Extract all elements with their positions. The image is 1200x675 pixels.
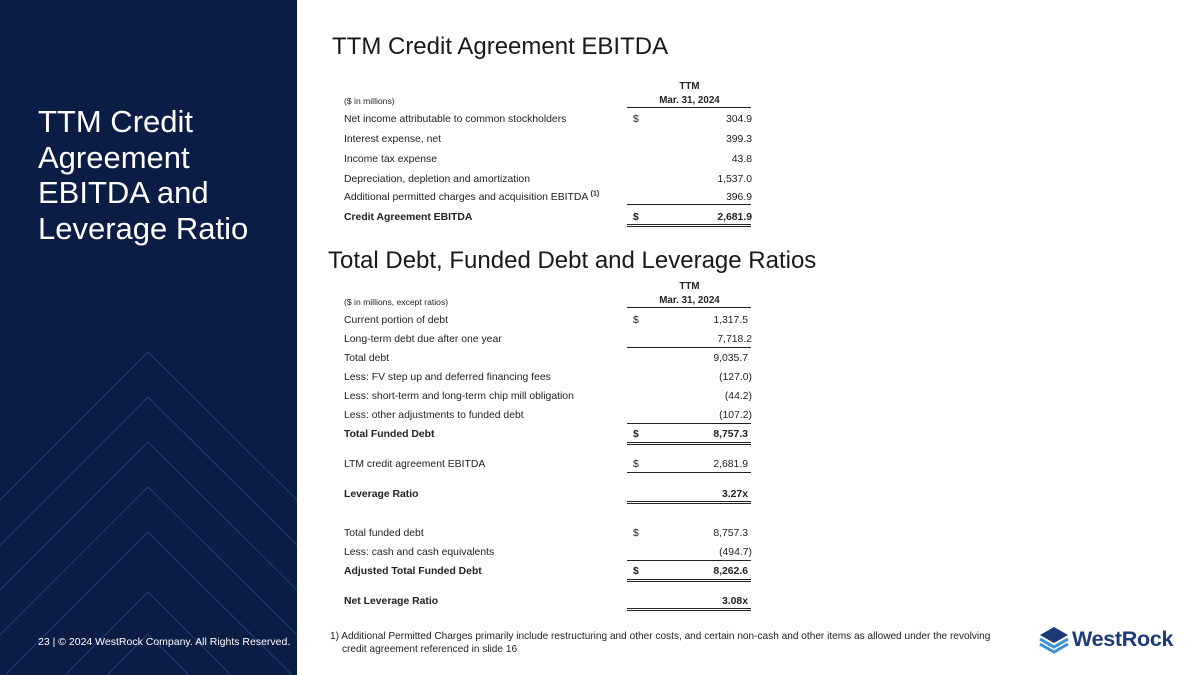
sidebar-panel (0, 0, 297, 675)
row-label: Depreciation, depletion and amortization (344, 174, 530, 185)
westrock-logo (1039, 626, 1174, 658)
table-row (342, 132, 752, 148)
footnote-ref: (1) (590, 190, 600, 198)
row-value: (44.2) (724, 391, 752, 402)
column-header-line2: Mar. 31, 2024 (659, 94, 720, 106)
row-currency: $ (633, 114, 639, 125)
units-label: ($ in millions, except ratios) (344, 297, 449, 307)
row-label: Net Leverage Ratio (344, 596, 439, 607)
row-label-text: Additional permitted charges and acquisition EBITDA (344, 192, 588, 203)
row-value: 8,757.3 (713, 429, 748, 440)
table-row (342, 112, 752, 128)
row-value: (494.7) (719, 547, 752, 558)
column-header (627, 80, 752, 107)
units-label: ($ in millions) (344, 96, 395, 106)
row-currency: $ (633, 566, 639, 577)
footnote (330, 631, 1020, 656)
row-currency: $ (633, 429, 639, 440)
ratio-double-line-1 (627, 608, 751, 609)
row-value: (127.0) (719, 372, 752, 383)
row-label: Less: other adjustments to funded debt (344, 410, 524, 421)
table-row (342, 332, 752, 348)
column-header-line1: TTM (679, 81, 700, 92)
section1-title: TTM Credit Agreement EBITDA (332, 33, 669, 60)
row-label: Income tax expense (344, 154, 437, 165)
table-row (342, 370, 752, 386)
header-underline (627, 107, 751, 108)
table-row (342, 389, 752, 405)
row-label (344, 190, 599, 206)
row-label: Less: short-term and long-term chip mill obligation (344, 391, 574, 402)
footnote-line1: 1) Additional Permitted Charges primarily include restructuring and other costs, and certain non-cash and other items as allowed under the revolving (330, 631, 991, 642)
section2-title: Total Debt, Funded Debt and Leverage Ratios (328, 247, 817, 274)
row-label: Total funded debt (344, 528, 424, 539)
row-value: 396.9 (725, 192, 752, 203)
ebitda-table (342, 80, 752, 230)
table-row (342, 457, 752, 473)
column-header-line2: Mar. 31, 2024 (659, 294, 720, 306)
row-label: Total Funded Debt (344, 429, 435, 440)
row-value: 3.08x (721, 596, 748, 607)
row-label: Long-term debt due after one year (344, 334, 502, 345)
subtotal-line (627, 347, 751, 348)
table-row (342, 408, 752, 424)
row-value: 43.8 (731, 154, 752, 165)
row-label: Leverage Ratio (344, 489, 419, 500)
row-value: 8,757.3 (713, 528, 748, 539)
column-header-line1: TTM (679, 281, 700, 292)
row-currency: $ (633, 315, 639, 326)
table-row-total (342, 427, 752, 443)
table-row (342, 351, 752, 367)
row-label: Net income attributable to common stockholders (344, 114, 567, 125)
row-value: 7,718.2 (717, 334, 752, 345)
row-label: Current portion of debt (344, 315, 448, 326)
table-row (342, 172, 752, 188)
total-double-line-2 (627, 581, 751, 582)
ratio-double-line-2 (627, 503, 751, 504)
row-value: 399.3 (725, 134, 752, 145)
footnote-line2: credit agreement referenced in slide 16 (342, 643, 518, 655)
total-double-line-1 (627, 224, 751, 225)
page-footer: 23 | © 2024 WestRock Company. All Rights Reserved. (38, 636, 291, 648)
row-currency: $ (633, 212, 639, 223)
subtotal-line (627, 472, 751, 473)
row-label: Less: cash and cash equivalents (344, 547, 495, 558)
subtotal-line (627, 204, 751, 205)
total-double-line-1 (627, 442, 751, 443)
leverage-table (342, 280, 752, 615)
row-currency: $ (633, 528, 639, 539)
chevron-pattern-decoration (0, 0, 297, 675)
row-currency: $ (633, 459, 639, 470)
header-underline (627, 307, 751, 308)
subtotal-line (627, 423, 751, 424)
total-double-line-2 (627, 226, 751, 227)
row-label: Less: FV step up and deferred financing fees (344, 372, 551, 383)
row-value: 2,681.9 (713, 459, 748, 470)
table-row (342, 313, 752, 329)
ratio-double-line-2 (627, 610, 751, 611)
row-value: 9,035.7 (713, 353, 748, 364)
logo-wordmark: WestRock (1072, 627, 1174, 651)
sidebar-title: TTM Credit Agreement EBITDA and Leverage Ratio (38, 104, 249, 246)
table-row (342, 545, 752, 561)
row-value: 2,681.9 (717, 212, 752, 223)
row-value: (107.2) (719, 410, 752, 421)
total-double-line-2 (627, 444, 751, 445)
row-label: Credit Agreement EBITDA (344, 212, 473, 223)
row-value: 3.27x (721, 489, 748, 500)
row-value: 8,262.6 (713, 566, 748, 577)
row-label: Interest expense, net (344, 134, 442, 145)
row-label: Total debt (344, 353, 390, 364)
table-row-total (342, 564, 752, 580)
row-label: LTM credit agreement EBITDA (344, 459, 486, 470)
subtotal-line (627, 560, 751, 561)
row-label: Adjusted Total Funded Debt (344, 566, 482, 577)
table-row (342, 152, 752, 168)
ratio-double-line-1 (627, 501, 751, 502)
total-double-line-1 (627, 579, 751, 580)
row-value: 304.9 (725, 114, 752, 125)
table-row (342, 526, 752, 542)
column-header (627, 280, 752, 307)
row-value: 1,537.0 (717, 174, 752, 185)
row-value: 1,317.5 (713, 315, 748, 326)
westrock-logo-icon (1039, 626, 1069, 656)
